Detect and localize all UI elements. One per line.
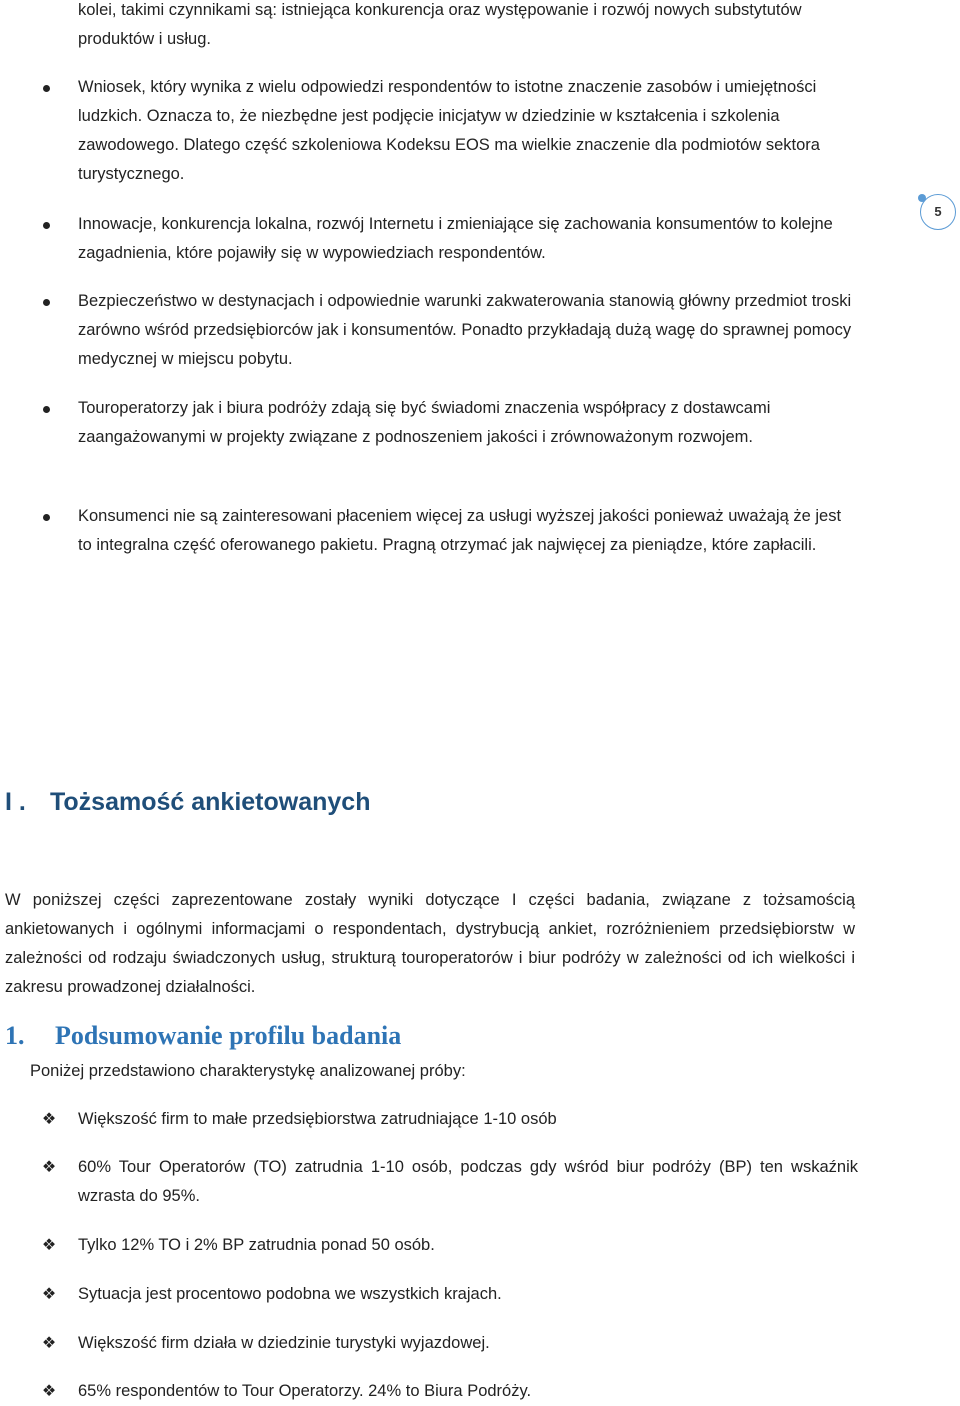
page-number: 5 bbox=[920, 194, 956, 230]
diamond-bullet-icon: ❖ bbox=[41, 1286, 57, 1303]
bullet-icon bbox=[43, 299, 50, 306]
bullet-icon bbox=[43, 85, 50, 92]
diamond-bullet-icon: ❖ bbox=[41, 1237, 57, 1254]
bullet-icon bbox=[43, 406, 50, 413]
diamond-bullet-icon: ❖ bbox=[41, 1383, 57, 1400]
bullet-item: Wniosek, który wynika z wielu odpowiedzi respondentów to istotne znaczenie zasobów i umiejętności ludzkich. Oznacza to, że niezbędne jest podjęcie inicjatyw w dziedzinie w kształcenia i szkolenia zawodowego. Dlatego część szkoleniowa Kodeksu EOS ma wielkie znaczenie dla podmiotów sektora turystycznego. bbox=[78, 78, 820, 183]
subsection-heading bbox=[5, 1021, 401, 1051]
diamond-item: Sytuacja jest procentowo podobna we wszystkich krajach. bbox=[78, 1285, 502, 1303]
diamond-bullet-icon: ❖ bbox=[41, 1111, 57, 1128]
bullet-item: Bezpieczeństwo w destynacjach i odpowiednie warunki zakwaterowania stanowią główny przedmiot troski zarówno wśród przedsiębiorców jak i konsumentów. Ponadto przykładają dużą wagę do sprawnej pomocy medycznej w miejscu pobytu. bbox=[78, 292, 852, 368]
subsection-number: 1. bbox=[5, 1021, 25, 1050]
diamond-item: 60% Tour Operatorów (TO) zatrudnia 1-10 osób, podczas gdy wśród biur podróży (BP) ten wskaźnik wzrasta do 95%. bbox=[78, 1158, 858, 1205]
subsection-intro: Poniżej przedstawiono charakterystykę analizowanej próby: bbox=[30, 1062, 466, 1080]
section-number: I . bbox=[5, 788, 26, 816]
bullet-item: Konsumenci nie są zainteresowani płaceniem więcej za usługi wyższej jakości ponieważ uważają że jest to integralna część oferowanego pakietu. Pragną otrzymać jak najwięcej za pieniądze, które zapłacili. bbox=[78, 507, 842, 554]
diamond-item: Większość firm to małe przedsiębiorstwa zatrudniające 1-10 osób bbox=[78, 1110, 557, 1128]
section-paragraph: W poniższej części zaprezentowane zostały wyniki dotyczące I części badania, związane z tożsamością ankietowanych i ogólnymi informacjami o respondentach, dystrybucją ankiet, rozróżnieniem przedsiębiorstw w zależności od rodzaju świadczonych usług, strukturą touroperatorów i biur podróży w zależności od ich wielkości i zakresu prowadzonej działalności. bbox=[5, 891, 855, 996]
section-heading bbox=[5, 788, 370, 817]
bullet-item: Touroperatorzy jak i biura podróży zdają się być świadomi znaczenia współpracy z dostawcami zaangażowanymi w projekty związane z podnoszeniem jakości i zrównoważonym rozwojem. bbox=[78, 399, 771, 446]
diamond-item: Większość firm działa w dziedzinie turystyki wyjazdowej. bbox=[78, 1334, 490, 1352]
subsection-title: Podsumowanie profilu badania bbox=[55, 1021, 402, 1050]
diamond-item: Tylko 12% TO i 2% BP zatrudnia ponad 50 osób. bbox=[78, 1236, 435, 1254]
bullet-item: Innowacje, konkurencja lokalna, rozwój Internetu i zmieniające się zachowania konsumentów to kolejne zagadnienia, które pojawiły się w wypowiedziach respondentów. bbox=[78, 215, 833, 262]
continuation-text: kolei, takimi czynnikami są: istniejąca konkurencja oraz występowanie i rozwój nowych substytutów produktów i usług. bbox=[78, 1, 802, 48]
bullet-icon bbox=[43, 514, 50, 521]
section-title: Tożsamość ankietowanych bbox=[50, 788, 371, 816]
bullet-icon bbox=[43, 222, 50, 229]
diamond-item: 65% respondentów to Tour Operatorzy. 24% to Biura Podróży. bbox=[78, 1382, 532, 1400]
diamond-bullet-icon: ❖ bbox=[41, 1335, 57, 1352]
diamond-bullet-icon: ❖ bbox=[41, 1159, 57, 1176]
